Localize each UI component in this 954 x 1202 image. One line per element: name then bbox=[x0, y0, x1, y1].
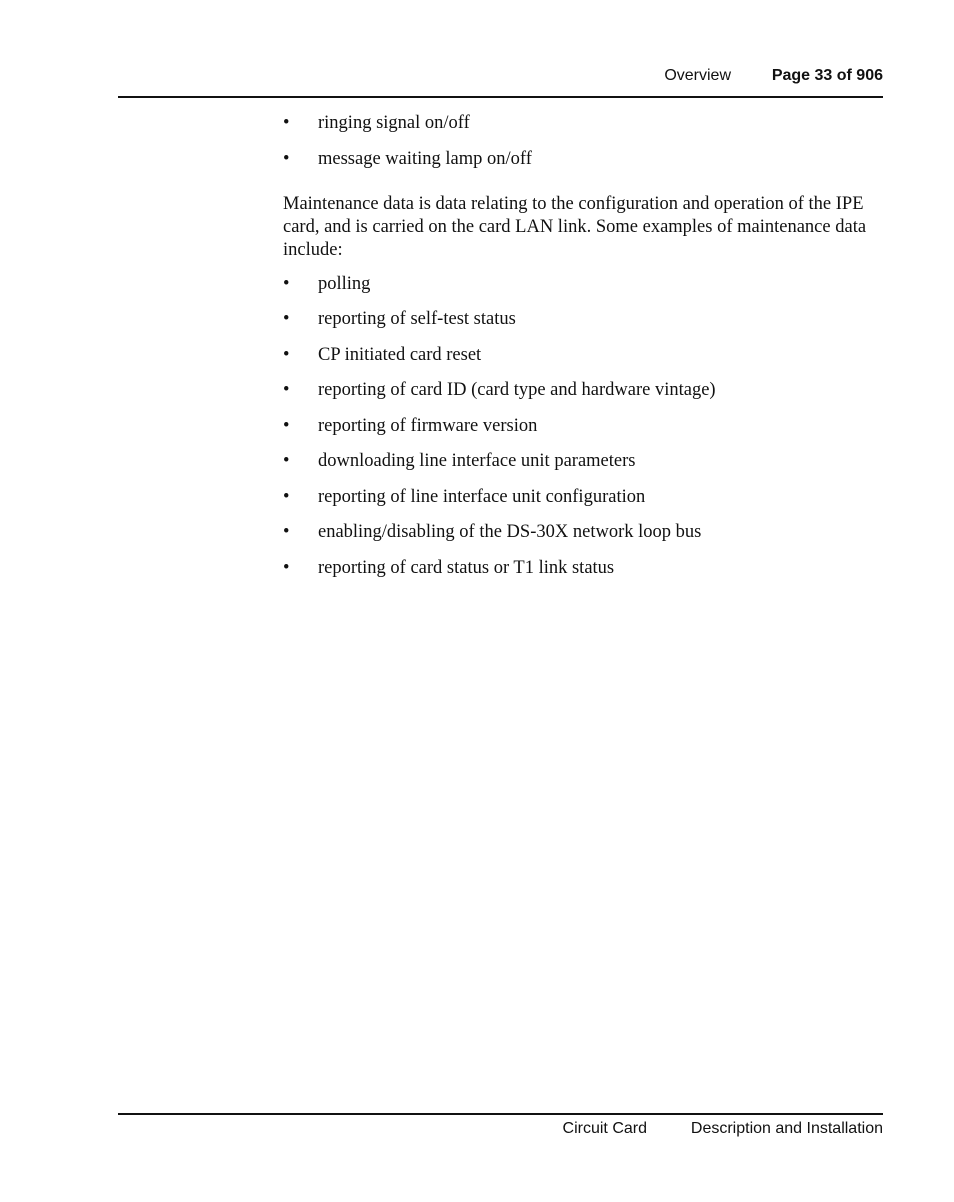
bullet-list-maintenance bbox=[283, 273, 883, 580]
list-item bbox=[283, 273, 883, 296]
list-item-text: reporting of firmware version bbox=[318, 415, 538, 436]
bullet-icon: • bbox=[283, 486, 290, 507]
bullet-icon: • bbox=[283, 113, 290, 133]
list-item bbox=[283, 557, 883, 580]
bullet-icon: • bbox=[283, 380, 290, 400]
list-item bbox=[283, 450, 883, 473]
page-header bbox=[118, 62, 883, 98]
maintenance-paragraph: Maintenance data is data relating to the configuration and operation of the IPE card, and is carried on the card LAN link. Some examples of maintenance data include: bbox=[283, 193, 867, 260]
list-item-text: polling bbox=[318, 273, 371, 294]
bullet-icon: • bbox=[283, 557, 290, 578]
header-section-title: Overview bbox=[664, 67, 731, 84]
list-item-text: reporting of line interface unit configuration bbox=[318, 486, 646, 507]
bullet-icon: • bbox=[283, 415, 290, 436]
list-item-text: enabling/disabling of the DS-30X network loop bus bbox=[318, 522, 702, 542]
list-item bbox=[283, 486, 883, 509]
bullet-icon: • bbox=[283, 309, 290, 329]
list-item bbox=[283, 521, 883, 544]
page-content bbox=[283, 112, 883, 592]
list-item-text: ringing signal on/off bbox=[318, 113, 470, 133]
list-item-text: reporting of self-test status bbox=[318, 309, 516, 329]
page-footer bbox=[118, 1113, 883, 1137]
header-page-number: Page 33 of 906 bbox=[771, 67, 883, 84]
list-item-text: message waiting lamp on/off bbox=[318, 148, 532, 169]
bullet-list-top bbox=[283, 112, 883, 171]
list-item bbox=[283, 415, 883, 438]
bullet-icon: • bbox=[283, 451, 290, 471]
bullet-icon: • bbox=[283, 273, 290, 294]
footer-right-title: Description and Installation bbox=[690, 1120, 883, 1137]
footer-left-title: Circuit Card bbox=[562, 1120, 647, 1137]
list-item-text: downloading line interface unit parameters bbox=[318, 451, 636, 471]
list-item bbox=[283, 148, 883, 171]
bullet-icon: • bbox=[283, 344, 290, 365]
list-item-text: reporting of card ID (card type and hardware vintage) bbox=[318, 380, 716, 400]
bullet-icon: • bbox=[283, 522, 290, 542]
list-item bbox=[283, 308, 883, 331]
list-item bbox=[283, 379, 883, 402]
bullet-icon: • bbox=[283, 148, 290, 169]
list-item-text: reporting of card status or T1 link status bbox=[318, 557, 615, 578]
list-item-text: CP initiated card reset bbox=[318, 344, 482, 365]
list-item bbox=[283, 344, 883, 367]
list-item bbox=[283, 112, 883, 135]
